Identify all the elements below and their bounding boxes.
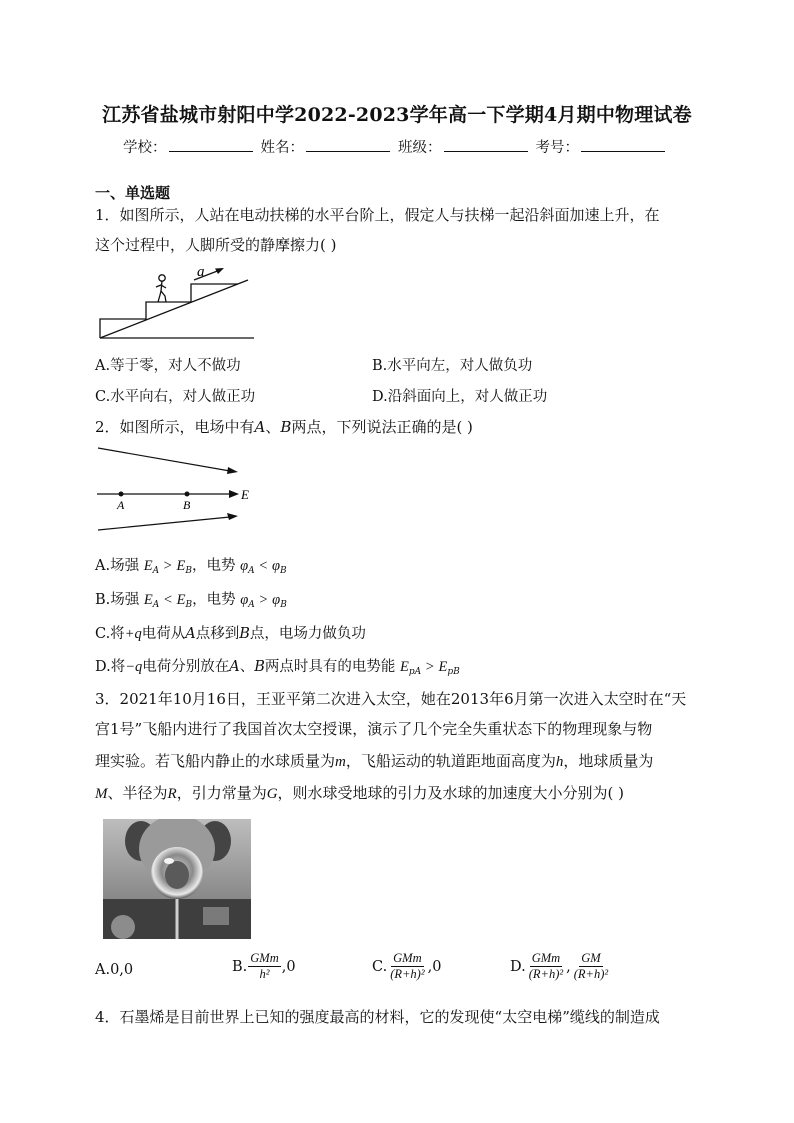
q2-stem-b: B: [280, 418, 292, 436]
q2-d-pre: D.将: [95, 659, 126, 675]
q2-b-e2: E: [176, 592, 186, 608]
q3-c-fraction: [388, 951, 426, 982]
q2-a-pre: A.场强: [95, 558, 140, 574]
q2-a-cmp2: <: [259, 558, 268, 574]
q3-d-den1: (R+h)²: [528, 967, 564, 981]
q1-line2: 这个过程中，人脚所受的静摩擦力( ): [95, 236, 337, 254]
q3-line4-c: ，则水球受地球的引力及水球的加速度大小分别为( ): [277, 784, 625, 802]
q2-a-phi2: φ: [272, 558, 281, 574]
q2-c-text3: 点，电场力做负功: [249, 626, 366, 642]
q2-stem-a: A: [254, 418, 266, 436]
q2-field-label: E: [241, 487, 249, 502]
q2-point-a: [119, 492, 124, 497]
q3-b-fraction: [248, 951, 280, 982]
q2-stem-pre: 2．如图所示，电场中有: [95, 418, 255, 436]
q3-b-num: GMm: [250, 951, 279, 965]
q3-option-b[interactable]: [232, 951, 296, 982]
q2-field-line-top: [98, 448, 230, 471]
q2-a-e1: E: [143, 558, 153, 574]
q2-field-figure: [95, 443, 260, 533]
q2-stem-post: 两点，下列说法正确的是( ): [291, 418, 473, 436]
q2-a-e2: E: [176, 558, 186, 574]
q2-a-phi2-sub: B: [280, 566, 287, 576]
q2-arrowhead-top: [227, 467, 238, 474]
q2-option-b[interactable]: [95, 588, 287, 610]
q2-d-a: A: [229, 659, 240, 675]
class-label: 班级：: [398, 140, 442, 156]
q2-d-e2: E: [438, 659, 448, 675]
q2-c-b: B: [239, 626, 250, 642]
q3-c-den: (R+h)²: [390, 967, 425, 981]
q4-line1: 4．石墨烯是目前世界上已知的强度最高的材料，它的发现使“太空电梯”缆线的制造成: [95, 1008, 660, 1026]
q1-option-b[interactable]: B.水平向左，对人做负功: [372, 358, 533, 374]
q3-b-label: B.: [232, 958, 248, 975]
q1-person-head: [159, 275, 165, 281]
q2-b-e2-sub: B: [185, 600, 193, 610]
q2-point-a-label: A: [117, 498, 125, 512]
q3-line2: 宫1号”飞船内进行了我国首次太空授课，演示了几个完全失重状态下的物理现象与物: [95, 720, 653, 738]
q3-var-m: m: [335, 754, 346, 770]
q2-d-text2: 两点时具有的电势能: [264, 659, 396, 675]
q2-point-b-label: B: [183, 498, 191, 512]
q2-option-d[interactable]: [95, 655, 460, 677]
q2-d-e1: E: [400, 659, 409, 675]
q2-d-b: B: [254, 659, 265, 675]
q3-line3-a: 理实验。若飞船内静止的水球质量为: [95, 752, 336, 770]
q3-d-num2: GM: [581, 951, 601, 965]
q2-d-cmp: >: [425, 659, 434, 675]
q3-line3-c: ，地球质量为: [563, 752, 654, 770]
name-blank[interactable]: [306, 136, 390, 152]
q1-accel-label: a: [197, 264, 205, 280]
q2-a-phi1: φ: [240, 558, 249, 574]
q2-c-text1: 电荷从: [141, 626, 186, 642]
q3-c-label: C.: [372, 958, 388, 975]
q2-a-cmp1: >: [163, 558, 172, 574]
q2-d-text1: 电荷分别放在: [142, 659, 230, 675]
q3-b-tail: ,0: [281, 958, 296, 975]
q1-person-legs: [158, 291, 166, 302]
q2-d-e1-sub: pA: [408, 667, 422, 677]
q2-option-a[interactable]: [95, 554, 287, 576]
number-blank[interactable]: [581, 136, 665, 152]
q2-a-mid: ，电势: [191, 558, 236, 574]
q3-line4-b: ，引力常量为: [176, 784, 267, 802]
q1-incline-line: [100, 280, 248, 338]
q3-c-num: GMm: [393, 951, 422, 965]
q2-a-e1-sub: A: [152, 566, 160, 576]
q1-escalator-figure: [98, 262, 258, 342]
q3-c-tail: ,0: [427, 958, 442, 975]
q2-b-mid: ，电势: [192, 592, 236, 608]
q2-b-phi2-sub: B: [280, 600, 287, 610]
number-label: 考号：: [535, 140, 579, 156]
q2-arrowhead-bottom: [227, 513, 238, 520]
q2-d-sep: 、: [239, 659, 255, 675]
q2-d-e2-sub: pB: [447, 667, 460, 677]
q3-var-G: G: [266, 786, 278, 802]
q2-arrowhead-middle: [229, 490, 239, 498]
q2-b-phi1-sub: A: [248, 600, 255, 610]
q1-option-c[interactable]: C.水平向右，对人做正功: [95, 389, 256, 405]
q3-option-d[interactable]: [510, 951, 611, 982]
q3-line4: [95, 782, 624, 805]
q1-option-d[interactable]: D.沿斜面向上，对人做正功: [372, 389, 548, 405]
q2-b-phi1: φ: [240, 592, 249, 608]
q3-d-den2: (R+h)²: [573, 967, 609, 981]
q2-b-pre: B.场强: [95, 592, 140, 608]
q3-water-ball-photo: [103, 819, 251, 939]
q3-line4-a: 、半径为: [107, 784, 168, 802]
q2-point-b: [185, 492, 190, 497]
q2-a-phi1-sub: A: [248, 566, 255, 576]
q3-d-fraction2: [572, 951, 610, 982]
q3-var-h: h: [555, 754, 564, 770]
class-blank[interactable]: [444, 136, 528, 152]
q2-b-phi2: φ: [272, 592, 281, 608]
school-blank[interactable]: [169, 136, 253, 152]
q2-b-cmp2: >: [259, 592, 268, 608]
q2-c-text2: 点移到: [195, 626, 240, 642]
q3-d-num1: GMm: [531, 951, 561, 965]
q2-a-e2-sub: B: [185, 566, 192, 576]
q2-b-e1-sub: A: [152, 600, 160, 610]
q2-stem: [95, 416, 473, 438]
q2-c-charge: +q: [124, 626, 142, 642]
q3-d-label: D.: [510, 958, 526, 975]
q2-c-a: A: [185, 626, 196, 642]
q1-line1: 1．如图所示，人站在电动扶梯的水平台阶上，假定人与扶梯一起沿斜面加速上升，在: [95, 206, 660, 224]
q3-option-a[interactable]: A.0,0: [95, 962, 134, 978]
q1-option-a[interactable]: A.等于零，对人不做功: [95, 358, 241, 374]
q2-c-pre: C.将: [95, 626, 125, 642]
q2-stem-sep: 、: [265, 418, 281, 436]
q2-b-e1: E: [143, 592, 153, 608]
section-heading: 一、单选题: [95, 184, 171, 202]
q2-b-cmp1: <: [163, 592, 173, 608]
student-info-row: [0, 136, 794, 157]
name-label: 姓名：: [260, 140, 304, 156]
q3-d-comma: ,: [566, 958, 571, 975]
school-label: 学校：: [123, 140, 167, 156]
q2-d-charge: −q: [125, 659, 143, 675]
q3-line1: 3．2021年10月16日，王亚平第二次进入太空，她在2013年6月第一次进入太空时在“天: [95, 690, 687, 708]
q3-option-c[interactable]: [372, 951, 441, 982]
q3-line3: [95, 750, 653, 773]
q3-var-M: M: [95, 786, 108, 802]
page-title: 江苏省盐城市射阳中学2022-2023学年高一下学期4月期中物理试卷: [102, 104, 692, 126]
q3-b-den: h²: [259, 967, 270, 981]
q2-option-c[interactable]: [95, 622, 366, 643]
q2-field-line-bottom: [98, 517, 230, 530]
q3-line3-b: ，飞船运动的轨道距地面高度为: [345, 752, 556, 770]
q3-var-R: R: [167, 786, 177, 802]
q3-d-fraction1: [527, 951, 565, 982]
